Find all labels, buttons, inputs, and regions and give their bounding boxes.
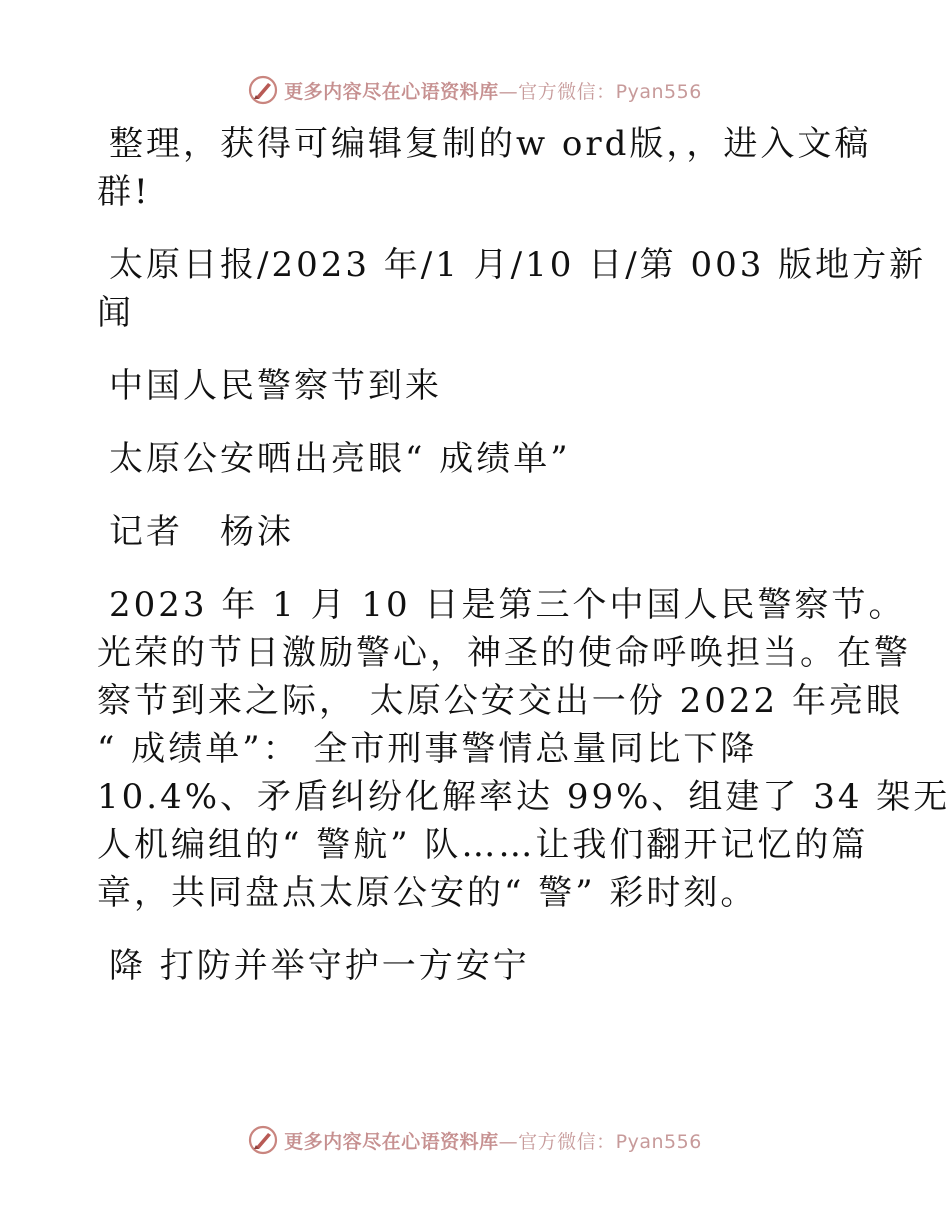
- section-heading: 降 打防并举守护一方安宁: [109, 946, 530, 986]
- body-line: 人机编组的“ 警航” 队……让我们翻开记忆的篇: [97, 825, 869, 865]
- intro-paragraph: [97, 120, 872, 216]
- quill-seal-icon: [248, 75, 278, 105]
- watermark-brand: 更多内容尽在心语资料库: [284, 80, 499, 103]
- watermark-brand: 更多内容尽在心语资料库: [284, 1130, 499, 1153]
- body-line: 察节到来之际， 太原公安交出一份 2022 年亮眼: [97, 681, 903, 721]
- body-line: 光荣的节日激励警心，神圣的使命呼唤担当。在警: [97, 633, 911, 673]
- headline-secondary: 太原公安晒出亮眼“ 成绩单”: [109, 439, 571, 479]
- body-paragraph: [97, 581, 950, 917]
- body-line: 2023 年 1 月 10 日是第三个中国人民警察节。: [109, 585, 906, 625]
- watermark-text: [284, 1127, 702, 1154]
- source-paragraph: [97, 241, 927, 337]
- watermark-contact: —官方微信：Pyan556: [498, 80, 702, 103]
- watermark-contact: —官方微信：Pyan556: [498, 1130, 702, 1153]
- headline-primary: 中国人民警察节到来: [109, 366, 442, 406]
- document-body: [97, 120, 950, 1015]
- source-line: 太原日报/2023 年/1 月/10 日/第 003 版地方新: [109, 245, 927, 285]
- body-line: 10.4%、矛盾纠纷化解率达 99%、组建了 34 架无: [97, 777, 950, 817]
- header-watermark: [0, 70, 950, 110]
- body-line: 章，共同盘点太原公安的“ 警” 彩时刻。: [97, 873, 758, 913]
- quill-seal-icon: [248, 1125, 278, 1155]
- body-line: “ 成绩单”： 全市刑事警情总量同比下降: [97, 729, 758, 769]
- intro-line: 整理，获得可编辑复制的w ord版，，进入文稿: [109, 124, 872, 164]
- intro-line: 群!: [97, 172, 151, 212]
- watermark-text: [284, 77, 702, 104]
- byline: 记者 杨沫: [109, 512, 294, 552]
- footer-watermark: [0, 1120, 950, 1160]
- source-line: 闻: [97, 293, 134, 333]
